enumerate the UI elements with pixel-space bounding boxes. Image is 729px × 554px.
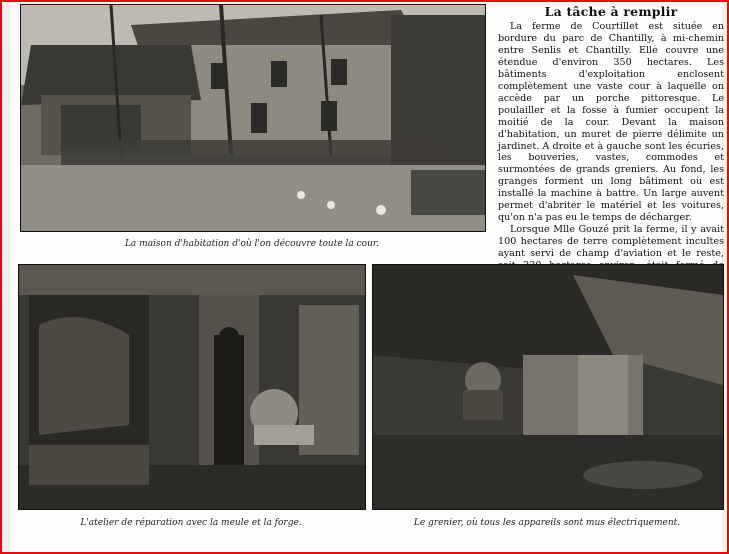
photo-house-courtyard <box>20 4 486 232</box>
caption-loft: Le grenier, où tous les appareils sont mus électriquement. <box>413 518 681 528</box>
newspaper-page <box>10 2 722 552</box>
house-courtyard-image <box>21 5 485 231</box>
article-paragraph: La ferme de Courtillet est située en bordure du parc de Chantilly, à mi-chemin entre Senlis et Chantilly. Elle couvre une étendue d'environ 350 hectares. Les bâtiments d'exploitation enclosent complètement une vaste cour à laquelle on accède par un porche pittoresque. Le poulailler et la fosse à fumier occupent la moitié de la cour. Devant la maison d'habitation, un muret de pierre délimite un jardinet. A droite et à gauche sont les écuries, les bouveries, vastes, commodes et surmontées de grands greniers. Au fond, les granges forment un long bâtiment où est installé la machine à battre. Un large auvent permet d'abriter le matériel et les voitures, qu'on n'a pas eu le temps de décharger. <box>498 21 724 224</box>
photo-loft <box>372 264 724 510</box>
workshop-image <box>19 265 365 509</box>
caption-house: La maison d'habitation d'où l'on découvre toute la cour. <box>124 239 380 249</box>
article-body <box>498 21 724 284</box>
article-paragraph: Lorsque Mlle Gouzé prit la ferme, il y avait 100 hectares de terre complètement incultes ayant servi de champ d'aviation et le reste, <box>498 224 724 260</box>
article-heading: La tâche à remplir <box>544 4 678 19</box>
loft-image <box>373 265 723 509</box>
photo-workshop <box>18 264 366 510</box>
caption-workshop: L'atelier de réparation avec la meule et la forge. <box>80 518 302 528</box>
article-column <box>498 4 724 284</box>
